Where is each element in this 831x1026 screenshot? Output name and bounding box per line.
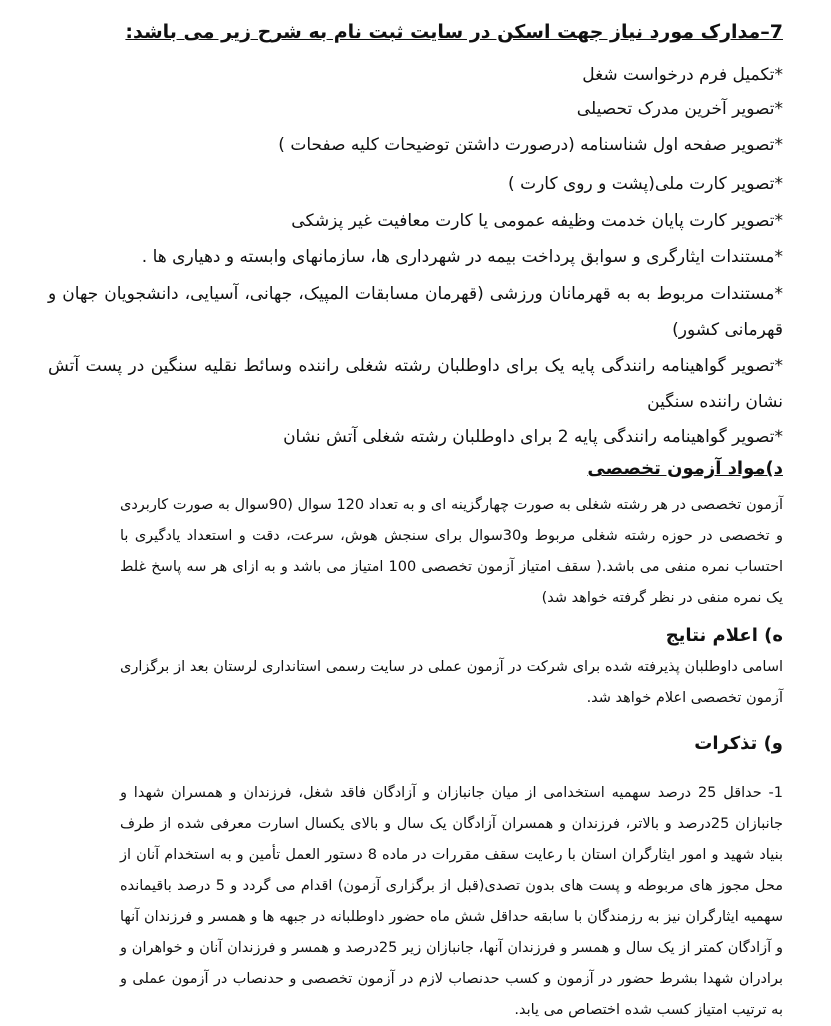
required-document-item: *تصویر گواهینامه رانندگی پایه 2 برای داوطلبان رشته شغلی آتش نشان [283, 427, 783, 447]
required-document-item: *تصویر گواهینامه رانندگی پایه یک برای داوطلبان رشته شغلی راننده وسائط نقلیه سنگین در پست آتش نشان راننده سنگین [48, 356, 783, 412]
section-d-heading: د)مواد آزمون تخصصی [587, 458, 783, 479]
section-h-body: اسامی داوطلبان پذیرفته شده برای شرکت در آزمون عملی در سایت رسمی استانداری لرستان بعد از برگزاری آزمون تخصصی اعلام خواهد شد. [120, 659, 783, 706]
required-document-item: *مستندات مربوط به به قهرمانان ورزشی (قهرمان مسابقات المپیک، جهانی، آسیایی، دانشجویان جهان و قهرمانی کشور) [48, 284, 783, 340]
required-document-item: *تصویر کارت پایان خدمت وظیفه عمومی یا کارت معافیت غیر پزشکی [291, 211, 783, 231]
section-v-heading: و) تذکرات [694, 733, 783, 754]
required-document-item: *تکمیل فرم درخواست شغل [582, 65, 783, 85]
required-document-item: *تصویر آخرین مدرک تحصیلی [576, 99, 783, 119]
section-7-title: 7–مدارک مورد نیاز جهت اسکن در سایت ثبت نام به شرح زیر می باشد: [125, 21, 783, 43]
required-document-item: *تصویر صفحه اول شناسنامه (درصورت داشتن توضیحات کلیه صفحات ) [278, 135, 783, 155]
required-document-item: *مستندات ایثارگری و سوابق پرداخت بیمه در شهرداری ها، سازمانهای وابسته و دهیاری ها . [141, 247, 783, 267]
section-h-heading: ه) اعلام نتایج [665, 625, 783, 646]
section-v-body: 1- حداقل 25 درصد سهمیه استخدامی از میان جانبازان و آزادگان فاقد شغل، فرزندان و همسران شهدا و جانبازان 25درصد و بالاتر، فرزندان و همسران آزادگان یک سال و بالای یکسال اسارت معرفی شده از طرف بنیاد شهید و امور ایثارگران استان با رعایت سقف مقررات در ماده 8 دستور العمل تأمین و به استخدام آنان از محل مجوز های مربوطه و پست های بدون تصدی(قبل از برگزاری آزمون) اقدام می گردد و 5 درصد باقیمانده سهمیه ایثارگران نیز به رزمندگان با سابقه حداقل شش ماه حضور داوطلبانه در جبهه ها و همسر و فرزندان آنها و آزادگان کمتر از یک سال و همسر و فرزندان آنها، جانبازان زیر 25درصد و همسر و فرزندان آنان و خواهران و برادران شهدا بشرط حضور در آزمون و کسب حدنصاب لازم در آزمون تخصصی و حدنصاب در آزمون عملی و به ترتیب امتیاز کسب شده اختصاص می یابد. [120, 785, 784, 1018]
section-d-body: آزمون تخصصی در هر رشته شغلی به صورت چهارگزینه ای و به تعداد 120 سوال (90سوال به صورت کاربردی و تخصصی در حوزه رشته شغلی مربوط و30سوال برای سنجش هوش، سرعت، دقت و استعداد یادگیری با احتساب نمره منفی می باشد.( سقف امتیاز آزمون تخصصی 100 امتیاز می باشد و به ازای هر سه پاسخ غلط یک نمره منفی در نظر گرفته خواهد شد) [120, 497, 783, 606]
required-document-item: *تصویر کارت ملی(پشت و روی کارت ) [508, 174, 783, 194]
